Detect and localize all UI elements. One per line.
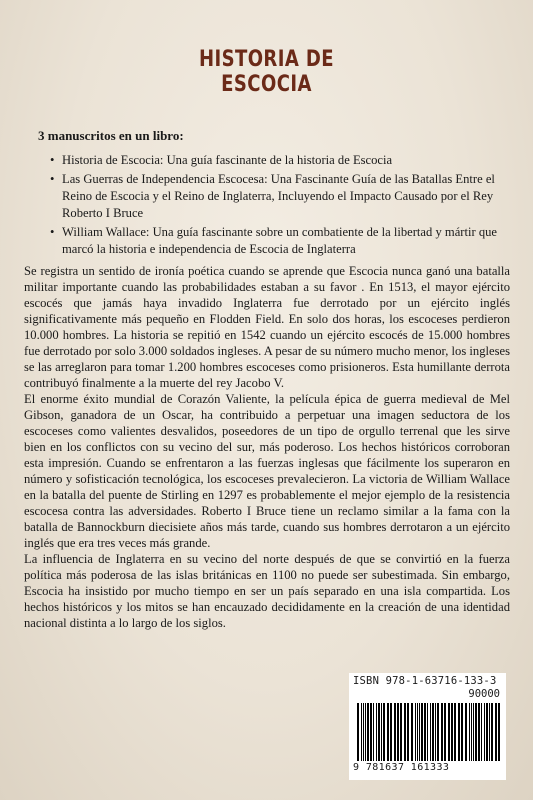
description-body: [24, 263, 510, 631]
paragraph: Se registra un sentido de ironía poética cuando se aprende que Escocia nunca ganó una batalla militar importante cuando las probabilidades estaban a su favor . En 1513, el mayor ejército escocés que jamás haya invadido Inglaterra fue derrotado por un ejército inglés significativamente más pequeño en Flodden Field. En solo dos horas, los escoceses perdieron 10.000 hombres. La historia se repitió en 1542 cuando un ejército escocés de 15.000 hombres fue derrotado por solo 3.000 soldados ingleses. A pesar de su número mucho menor, los ingleses se las arreglaron para tomar 1.200 hombres escoceses como prisioneros. Esta humillante derrota contribuyó finalmente a la muerte del rey Jacobo V.: [24, 264, 510, 390]
title-line-1: HISTORIA DE: [198, 47, 335, 72]
book-list: [50, 152, 512, 260]
list-item: [50, 171, 512, 222]
barcode-icon: [355, 703, 501, 761]
cover-title: [48, 48, 485, 98]
bullet-icon: •: [50, 172, 55, 186]
intro-heading: 3 manuscritos en un libro:: [38, 128, 184, 143]
list-item: [50, 152, 512, 169]
book-title: Las Guerras de Independencia Escocesa: Una Fascinante Guía de las Batallas Entre el Reino de Escocia y el Reino de Inglaterra, Incluyendo el Impacto Causado por el Rey Roberto I Bruce: [62, 172, 495, 220]
list-item: [50, 224, 512, 258]
paragraph: El enorme éxito mundial de Corazón Valiente, la película épica de guerra medieval de Mel Gibson, ganadora de un Oscar, ha contribuido a perpetuar una imagen seductora de los escoceses como valientes desvalidos, poseedores de un tipo de orgullo terrenal que les sirve bien en los conflictos con su vecino del sur, más poderoso. Los hechos históricos corroboran esta impresión. Cuando se enfrentaron a las fuerzas inglesas que fácilmente los superaron en número y sofisticación tecnológica, los escoceses prevalecieron. La victoria de William Wallace en la batalla del puente de Stirling en 1297 es probablemente el mejor ejemplo de la resistencia escocesa contra las adversidades. Roberto I Bruce tiene un reclamo similar a la fama con la batalla de Bannockburn diecisiete años más tarde, cuando sus hombres derrotaron a un ejército inglés que era tres veces más grande.: [24, 392, 510, 550]
paragraph: La influencia de Inglaterra en su vecino del norte después de que se convirtió en la fuerza política más poderosa de las islas británicas en 1100 no puede ser subestimada. Sin embargo, Escocia ha insistido por mucho tiempo en ser un país separado en una isla compartida. Los hechos históricos y los mitos se han encauzado decididamente en la creación de una identidad nacional distinta a lo largo de los siglos.: [24, 552, 510, 630]
book-title: William Wallace: Una guía fascinante sobre un combatiente de la libertad y mártir que marcó la historia e independencia de Escocia de Inglaterra: [62, 225, 498, 256]
isbn-label: ISBN 978-1-63716-133-3: [353, 675, 497, 687]
bullet-icon: •: [50, 153, 55, 167]
book-title: Historia de Escocia: Una guía fascinante de la historia de Escocia: [62, 153, 393, 167]
price-code: 90000: [468, 688, 500, 700]
barcode-number: 9 781637 161333: [353, 762, 450, 773]
bullet-icon: •: [50, 225, 55, 239]
title-line-2: ESCOCIA: [221, 72, 312, 97]
barcode-box: [349, 673, 506, 780]
